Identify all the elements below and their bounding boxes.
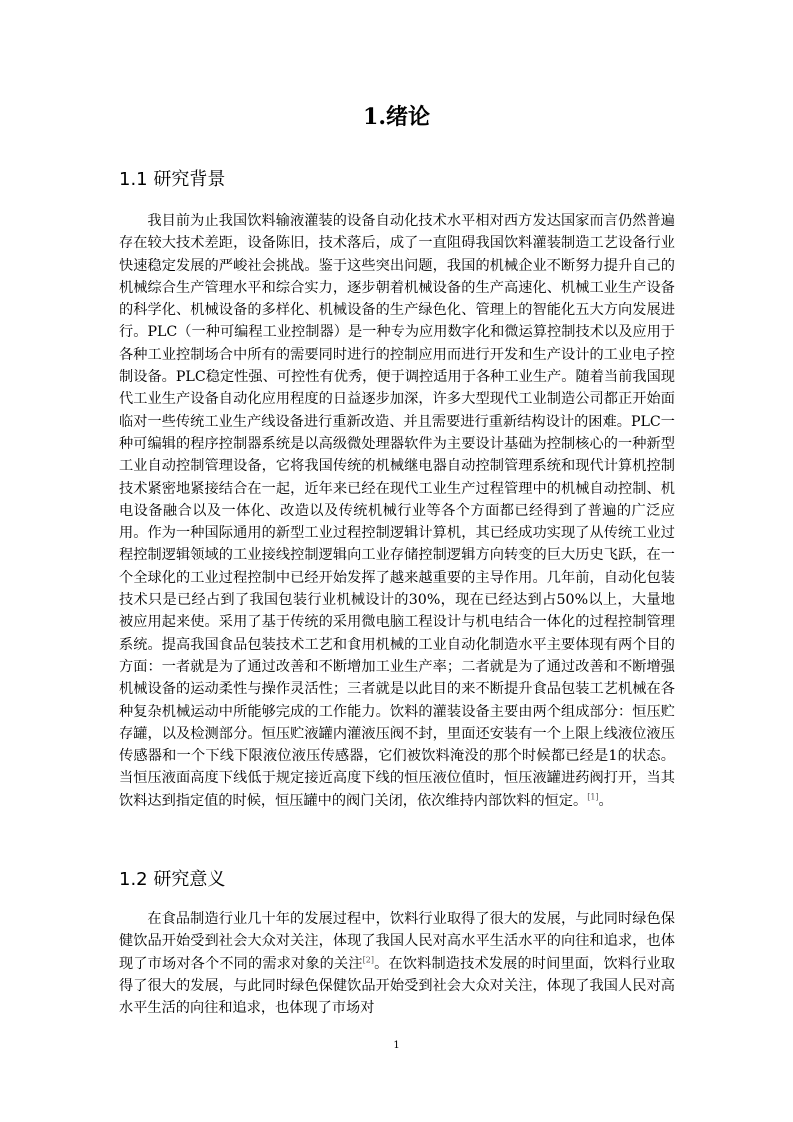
chapter-title: 1.绪论 [363, 104, 430, 130]
paragraph-significance-text-a: 在食品制造行业几十年的发展过程中，饮料行业取得了很大的发展，与此同时绿色保健饮品开始受到社会大众对关注，体现了我国人民对高水平生活水平的向往和追求，也体现了市场对各个不同的需求对象的关注 [119, 911, 675, 972]
section-heading-background: 1.1 研究背景 [119, 169, 226, 190]
section-heading-significance: 1.2 研究意义 [119, 869, 226, 890]
paragraph-significance-text-b: 。在饮料制造技术发展的时间里面，饮料行业取得了很大的发展，与此同时绿色保健饮品开始受到社会大众对关注，体现了我国人民对高水平生活的向往和追求，也体现了市场对 [119, 955, 675, 1017]
paragraph-significance [119, 908, 675, 1038]
paragraph-background [119, 210, 675, 812]
paragraph-background-text: 我目前为止我国饮料输液灌装的设备自动化技术水平相对西方发达国家而言仍然普遍存在较大技术差距，设备陈旧，技术落后，成了一直阻碍我国饮料灌装制造工艺设备行业快速稳定发展的严峻社会挑战。鉴于这些突出问题，我国的机械企业不断努力提升自己的机械综合生产管理水平和综合实力，逐步朝着机械设备的生产高速化、机械工业生产设备的科学化、机械设备的多样化、机械设备的生产绿色化、管理上的智能化五大方向发展进行。PLC（一种可编程工业控制器）是一种专为应用数字化和微运算控制技术以及应用于各种工业控制场合中所有的需要同时进行的控制应用而进行开发和生产设计的工业电子控制设备。PLC稳定性强、可控性有优秀，便于调控适用于各种工业生产。随着当前我国现代工业生产设备自动化应用程度的日益逐步加深，许多大型现代工业制造公司都正开始面临对一些传统工业生产线设备进行重新改造、并且需要进行重新结构设计的困难。PLC一种可编辑的程序控制器系统是以高级微处理器软件为主要设计基础为控制核心的一种新型工业自动控制管理设备，它将我国传统的机械继电器自动控制管理系统和现代计算机控制技术紧密地紧接结合在一起，近年来已经在现代工业生产过程管理中的机械自动控制、机电设备融合以及一体化、改造以及传统机械行业等各个方面都已经得到了普遍的广泛应用。作为一种国际通用的新型工业过程控制逻辑计算机，其已经成功实现了从传统工业过程控制逻辑领域的工业接线控制逻辑向工业存储控制逻辑方向转变的巨大历史飞跃，在一个全球化的工业过程控制中已经开始发挥了越来越重要的主导作用。几年前，自动化包装技术只是已经占到了我国包装行业机械设计的30%，现在已经达到占50%以上，大量地被应用起来使。采用了基于传统的采用微电脑工程设计与机电结合一体化的过程控制管理系统。提高我国食品包装技术工艺和食用机械的工业自动化制造水平主要体现有两个目的方面：一者就是为了通过改善和不断增加工业生产率；二者就是为了通过改善和不断增强机械设备的运动柔性与操作灵活性；三者就是以此目的来不断提升食品包装工艺机械在各种复杂机械运动中所能够完成的工作能力。饮料的灌装设备主要由两个组成部分：恒压贮存罐，以及检测部分。恒压贮液罐内灌液压阀不封，里面还安装有一个上限上线液位液压传感器和一个下线下限液位液压传感器，它们被饮料淹没的那个时候都已经是1的状态。当恒压液面高度下线低于规定接近高度下线的恒压液位值时，恒压液罐进药阀打开，当其饮料达到指定值的时候，恒压罐中的阀门关闭，依次维持内部饮料的恒定。 [119, 213, 675, 809]
paragraph-background-tail: 。 [598, 792, 613, 809]
page-number: 1 [393, 1040, 400, 1051]
citation-2: [2] [362, 954, 374, 964]
citation-1: [1] [587, 791, 599, 801]
